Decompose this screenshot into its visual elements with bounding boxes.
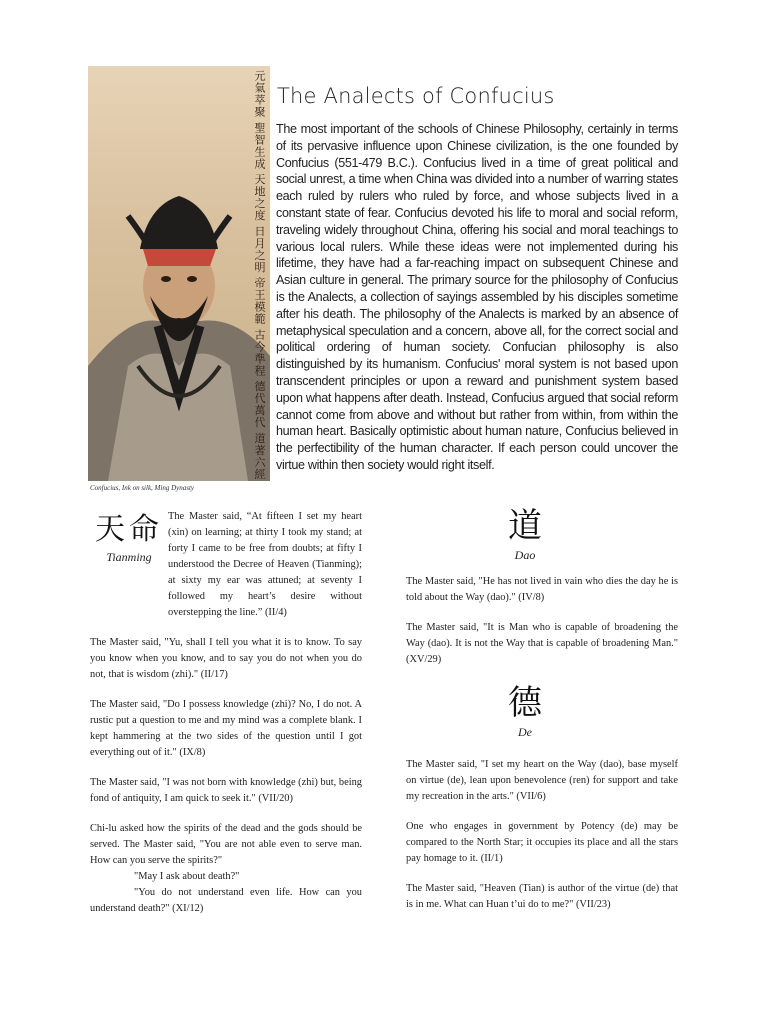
- quote-vii-20: The Master said, "I was not born with knowledge (zhi) but, being fond of antiquity, I am quick to seek it." (VII/20): [90, 777, 362, 804]
- dao-hanzi: 道: [508, 506, 542, 546]
- quote-xv-29: The Master said, "It is Man who is capable of broadening the Way (dao). It is not the Way that is capable of broadening Man." (XV/29): [406, 622, 678, 665]
- tianming-hanzi: 天命: [95, 512, 163, 547]
- intro-paragraph: The most important of the schools of Chinese Philosophy, certainly in terms of its pervasive influence upon Chinese civilization, is the one founded by Confucius (551-479 B.C.). Confucius lived in a time of great political and social unrest, a time when China was divided into a number of warring states each ruled by rulers who ruled by force, and whose subjects lived in a constant state of fear. Confucius devoted his life to moral and social reform, traveling widely throughout China, offering his social and moral teachings to various local rulers. While these ideas were not implemented during his lifetime, they have had a far-reaching impact on subsequent Chinese and Asian culture in general. The primary source for the philosophy of Confucius is the Analects, a collection of sayings assembled by his disciples sometime after his death. The philosophy of the Analects is marked by an absence of metaphysical speculation and a concern, above all, for the correct social and political ordering of human society. Confucian philosophy is also distinguished by its humanism. Confucius' moral system is not based upon transcendent principles or upon a reward and punishment system based upon what happens after death. Instead, Confucius argued that social reform cannot come from above and without but rather from within, from within the human heart. Basically optimistic about human nature, Confucius believed in the perfectibility of the human character. If each person could uncover the virtue within then society would right itself.: [276, 122, 678, 472]
- quote-iv-8: The Master said, "He has not lived in vain who dies the day he is told about the Way (dao)." (IV/8): [406, 576, 678, 603]
- right-quote-column-bottom: [406, 757, 678, 927]
- portrait-calligraphy: 元氣萃聚 聖智生成 天地之度 日月之明 帝王模範 古今準程 德代萬代 道著六經: [253, 70, 265, 481]
- dao-label: Dao: [514, 548, 536, 562]
- quote-ii-17: The Master said, "Yu, shall I tell you what it is to know. To say you know when you know, and to say you do not when you do not, that is wisdom (zhi)." (II/17): [90, 637, 362, 680]
- page-title: The Analects of Confucius: [277, 84, 555, 108]
- quote-xi-12-part2: "May I ask about death?": [134, 871, 240, 882]
- de-label: De: [518, 725, 532, 739]
- quote-vii-23: The Master said, "Heaven (Tian) is author of the virtue (de) that is in me. What can Huan t’ui do to me?" (VII/23): [406, 883, 678, 910]
- de-glyph-block: [495, 683, 555, 740]
- quote-xi-12: [90, 821, 362, 917]
- quote-ii-1: One who engages in government by Potency (de) may be compared to the North Star; it occupies its place and all the stars pay homage to it. (II/1): [406, 821, 678, 864]
- de-hanzi: 德: [508, 683, 542, 723]
- quote-xi-12-part3: "You do not understand even life. How can you understand death?" (XI/12): [90, 887, 362, 914]
- tianming-label: Tianming: [106, 550, 152, 564]
- confucius-portrait: [88, 66, 270, 481]
- quote-vii-6: The Master said, "I set my heart on the Way (dao), base myself on virtue (de), lean upon benevolence (ren) for support and take my recreation in the arts." (VII/6): [406, 759, 678, 802]
- right-quote-column-top: [406, 574, 678, 682]
- quote-xi-12-part1: Chi-lu asked how the spirits of the dead and the gods should be served. The Master said, "You are not able even to serve man. How can you serve the spirits?": [90, 823, 362, 866]
- left-quote-column: [90, 509, 362, 917]
- quote-ii-4: The Master said, “At fifteen I set my heart (xin) on learning; at thirty I took my stand; at forty I came to be free from doubts; at fifty I understood the Decree of Heaven (Tianming); at sixty my ear was attuned; at seventy I followed my heart’s desire without overstepping the line.” (II/4): [168, 511, 362, 618]
- portrait-caption: Confucius, Ink on silk, Ming Dynasty: [90, 484, 195, 492]
- quote-ix-8: The Master said, "Do I possess knowledge (zhi)? No, I do not. A rustic put a question to me and my mind was a complete blank. I kept hammering at the two sides of the question until I got everything out of it." (IX/8): [90, 699, 362, 758]
- dao-glyph-block: [495, 506, 555, 563]
